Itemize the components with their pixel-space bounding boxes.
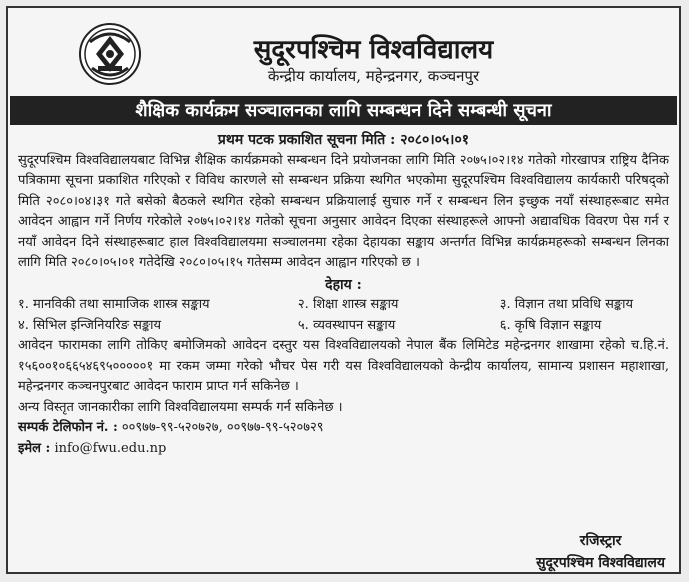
notice-document [6,6,681,574]
notice-header [8,8,679,96]
email-link[interactable]: info@fwu.edu.np [54,440,167,456]
contact-paragraph: अन्य विस्तृत जानकारीका लागि विश्वविद्यालयमा सम्पर्क गर्न सकिनेछ । [18,399,343,415]
faculty-list [18,295,669,336]
publication-date: प्रथम पटक प्रकाशित सूचना मिति : २०८०।०५।०१ [217,132,470,148]
signature-title: रजिस्ट्रार [579,533,622,549]
university-name: सुदूरपश्चिम विश्वविद्यालय [253,35,494,65]
faculty-item: २. शिक्षा शास्त्र सङ्काय [297,297,399,312]
phone-label: सम्पर्क टेलिफोन नं. : [18,420,118,435]
signature-block [536,530,665,574]
phone-value: ००९७७-९९-५२०७२७, ००९७७-९९-५२०७२९ [121,420,324,435]
faculty-item: ४. सिभिल इन्जिनियरिङ सङ्काय [18,317,162,333]
faculty-item: ३. विज्ञान तथा प्रविधि सङ्काय [499,297,634,312]
faculty-item: ५. व्यवस्थापन सङ्काय [297,317,396,333]
notice-title: शैक्षिक कार्यक्रम सञ्चालनका लागि सम्बन्धन दिने सम्बन्धी सूचना [10,96,677,125]
notice-content [18,130,669,459]
email-line [18,439,669,460]
dehaya-heading: देहाय : [325,276,362,293]
application-paragraph: आवेदन फारामका लागि तोकिए बमोजिमको आवेदन दस्तुर यस विश्वविद्यालयको नेपाल बैंक लिमिटेड महेन्द्रनगर शाखामा रहेको च.हि.नं. १५६००१०६६५४६९५०००००१ मा रकम जम्मा गरेको भौचर पेस गरी यस विश्वविद्यालयको केन्द्रीय कार्यालय, सामान्य प्रशासन महाशाखा, महेन्द्रनगर कञ्चनपुरबाट आवेदन फाराम प्राप्त गर्न सकिनेछ । [18,338,669,394]
body-paragraph: सुदूरपश्चिम विश्वविद्यालयबाट विभिन्न शैक्षिक कार्यक्रमको सम्बन्धन दिने प्रयोजनका लागि मिति २०७५।०२।१४ गतेको गोरखापत्र राष्ट्रिय दैनिक पत्रिकामा सूचना प्रकाशित गरिएको र विविध कारणले सो सम्बन्धन प्रक्रिया स्थगित भएकोमा सुदूरपश्चिम विश्वविद्यालय कार्यकारी परिषद्को मिति २०८०।०४।३१ गते बसेको बैठकले स्थगित रहेको सम्बन्धन प्रक्रियालाई सुचारु गर्ने र सम्बन्धन लिन इच्छुक नयाँ संस्थाहरूबाट समेत आवेदन आह्वान गर्ने निर्णय गरेकोले २०७५।०२।१४ गतेको सूचना अनुसार आवेदन दिएका संस्थाहरूले आफ्नो अद्यावधिक विवरण पेस गर्न र नयाँ आवेदन दिने संस्थाहरूबाट हाल विश्वविद्यालयमा सञ्चालनमा रहेका देहायका सङ्काय अन्तर्गत विभिन्न कार्यक्रमहरूको सम्बन्धन लिनका लागि मिति २०८०।०५।०१ गतेदेखि २०८०।०५।१५ गतेसम्म आवेदन आह्वान गरिएको छ । [18,152,669,270]
phone-line [18,418,669,439]
signature-org: सुदूरपश्चिम विश्वविद्यालय [536,555,665,571]
faculty-item: १. मानविकी तथा सामाजिक शास्त्र सङ्काय [18,297,210,312]
faculty-item: ६. कृषि विज्ञान सङ्काय [499,317,602,333]
university-address: केन्द्रीय कार्यालय, महेन्द्रनगर, कञ्चनपुर [267,67,480,85]
email-label: इमेल : [18,440,51,456]
